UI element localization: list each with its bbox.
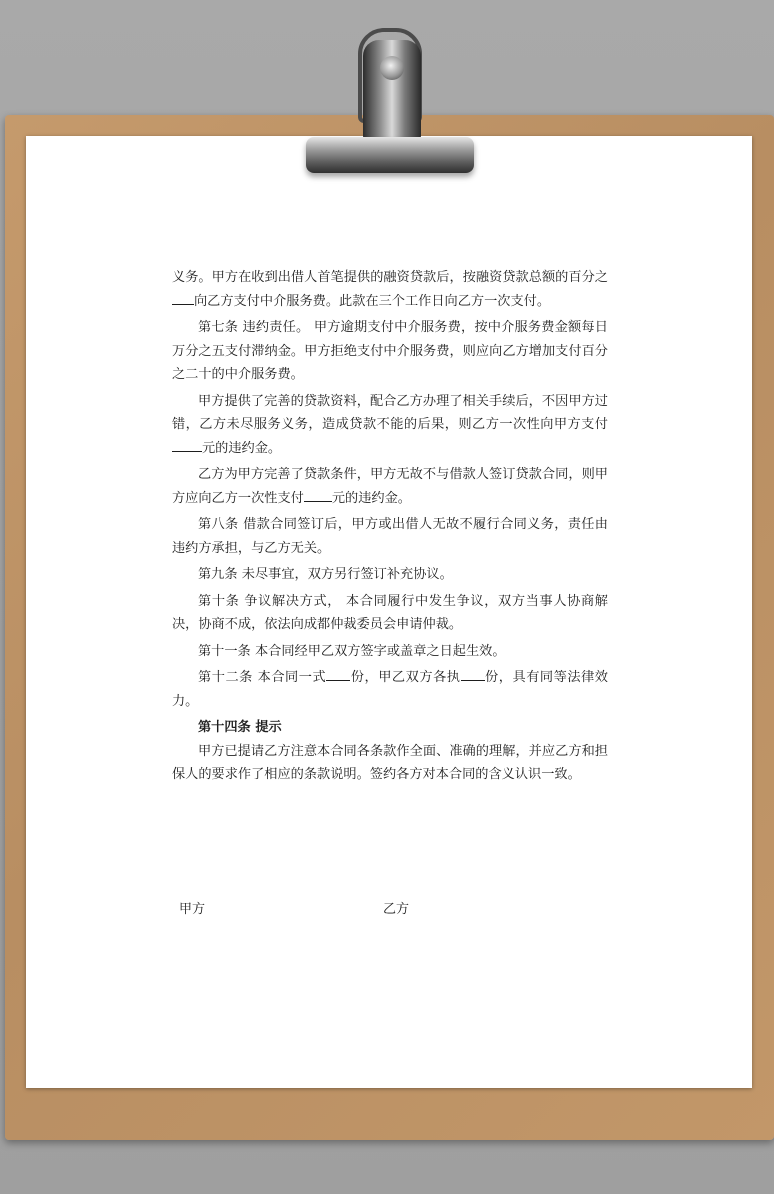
clip-hole: [380, 56, 404, 80]
paragraph-obligation: [172, 266, 608, 313]
paragraph-text: 乙方为甲方完善了贷款条件，甲方无故不与借款人签订贷款合同，则甲方应向乙方一次性支付: [172, 467, 608, 506]
party-a-signature-label: 甲方: [179, 902, 206, 917]
blank-line: [172, 437, 202, 452]
article-11: 第十一条 本合同经甲乙双方签字或盖章之日起生效。: [198, 643, 506, 659]
clip-body: [363, 40, 421, 140]
binder-clip-icon: [306, 137, 474, 173]
article-10: 第十条 争议解决方式， 本合同履行中发生争议，双方当事人协商解决，协商不成，依法向成都仲裁委员会申请仲裁。: [172, 593, 608, 632]
paragraph-text: 向乙方支付中介服务费。此款在三个工作日向乙方一次支付。: [194, 293, 551, 309]
paragraph-text: 义务。甲方在收到出借人首笔提供的融资贷款后，按融资贷款总额的百分之: [172, 270, 608, 285]
paragraph-text: 第十二条 本合同一式: [198, 670, 327, 685]
paragraph-text: 份，具有同等法律效力。: [172, 670, 608, 709]
blank-line: [326, 666, 350, 681]
article-8: 第八条 借款合同签订后，甲方或出借人无故不履行合同义务，责任由违约方承担，与乙方无关。: [172, 517, 608, 556]
blank-line: [304, 487, 332, 502]
paragraph-party-b-conditions: [172, 463, 608, 510]
article-9: 第九条 未尽事宜，双方另行签订补充协议。: [198, 567, 453, 582]
article-7: 第七条 违约责任。 甲方逾期支付中介服务费，按中介服务费金额每日万分之五支付滞纳金。甲方拒绝支付中介服务费，则应向乙方增加支付百分之二十的中介服务费。: [172, 320, 608, 382]
paragraph-text: 元的违约金。: [331, 490, 411, 506]
blank-line: [461, 666, 485, 681]
paragraph-text: 甲方提供了完善的贷款资料，配合乙方办理了相关手续后，不因甲方过错，乙方未尽服务义务，造成贷款不能的后果，则乙方一次性向甲方支付: [172, 393, 608, 432]
paragraph-text: 份，甲乙双方各执: [350, 670, 461, 685]
party-b-signature-label: 乙方: [383, 902, 410, 917]
article-14-heading: 第十四条 提示: [198, 720, 282, 735]
contract-text: [172, 266, 608, 787]
blank-line: [172, 290, 194, 305]
article-12: [172, 666, 608, 713]
article-14-text: 甲方已提请乙方注意本合同各条款作全面、准确的理解，并应乙方和担保人的要求作了相应的条款说明。签约各方对本合同的含义认识一致。: [172, 743, 608, 782]
paragraph-text: 元的违约金。: [202, 440, 282, 456]
paragraph-party-a-materials: [172, 390, 608, 461]
